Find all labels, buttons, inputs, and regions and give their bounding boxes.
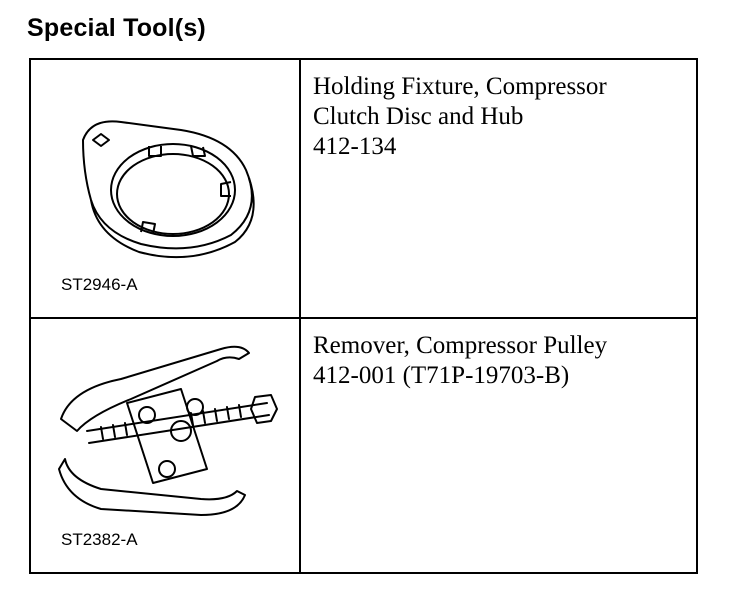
tool-image-cell [30, 318, 300, 573]
tool-name-line: Clutch Disc and Hub [313, 103, 524, 130]
tool-number: 412-134 [313, 133, 397, 160]
special-tools-table [29, 58, 698, 574]
page-title: Special Tool(s) [27, 14, 206, 42]
tool-name-line: Holding Fixture, Compressor [313, 73, 607, 100]
tool-name-line: Remover, Compressor Pulley [313, 332, 608, 359]
table-row [30, 59, 697, 318]
image-code: ST2382-A [61, 530, 138, 549]
table-row [30, 318, 697, 573]
image-code: ST2946-A [61, 275, 138, 294]
tool-description-cell [300, 318, 697, 573]
tool-image-cell [30, 59, 300, 318]
tool-number: 412-001 (T71P-19703-B) [313, 362, 570, 389]
tool-description-cell [300, 59, 697, 318]
